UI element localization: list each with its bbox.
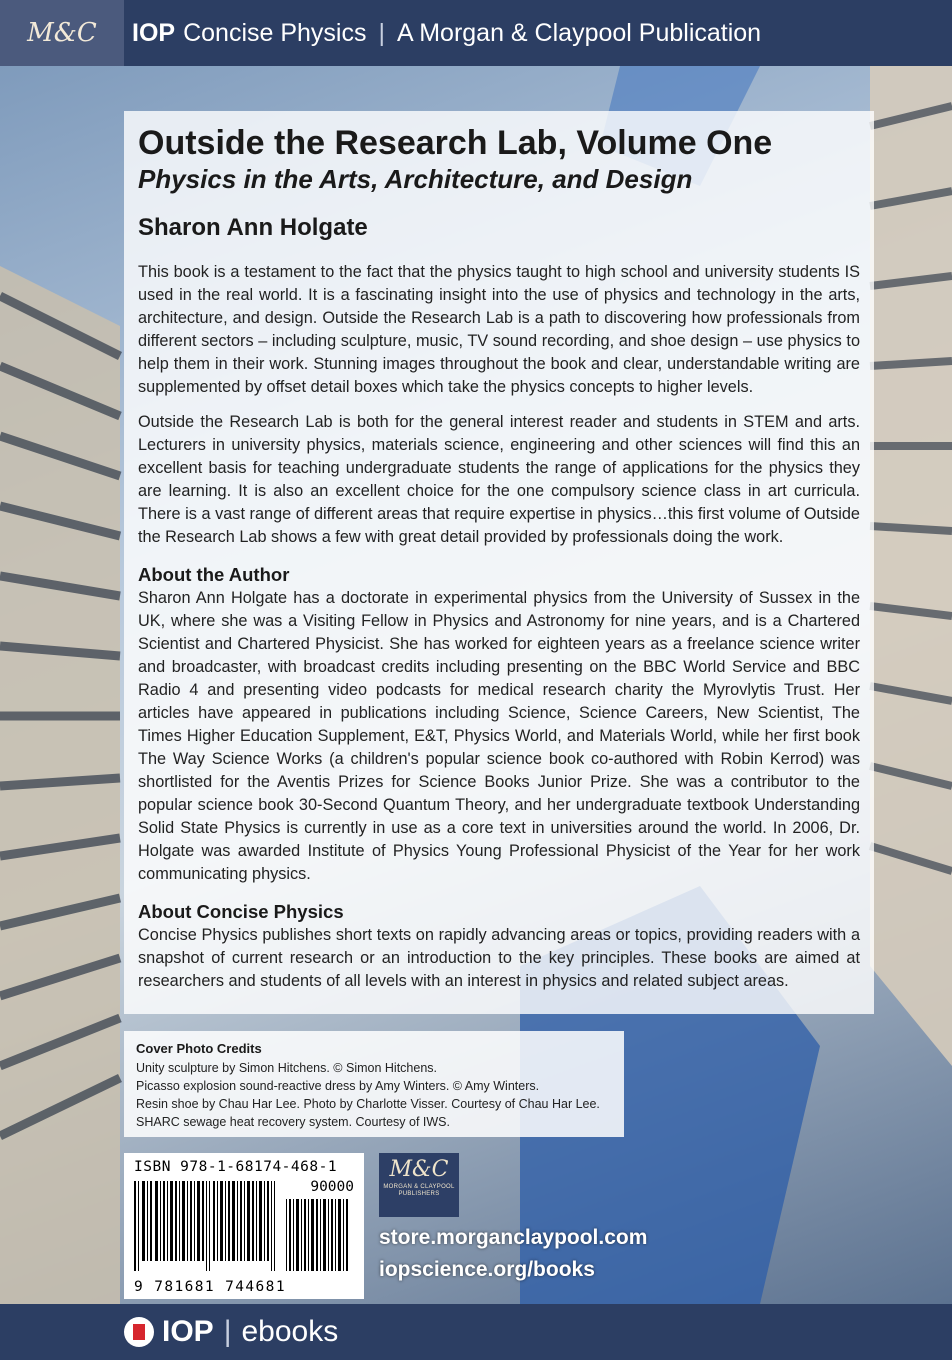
isbn-number: ISBN 978-1-68174-468-1 [134, 1159, 338, 1175]
about-author-text: Sharon Ann Holgate has a doctorate in experimental physics from the University of Sussex in the UK, where she was a Visiting Fellow in Physics and Astronomy for nine years, and is a Chartered Scientist and Chartered Physicist. She has worked for eighteen years as a freelance science writer and broadcaster, with broadcast credits including presenting on the BBC World Service and BBC Radio 4 and presenting video podcasts for medical research charity the Myrovlytis Trust. Her articles have appeared in publications including Science, Science Careers, New Scientist, The Times Higher Education Supplement, E&T, Physics World, and Materials World, while her first book The Way Science Works (a children's popular science book co-authored with Robin Kerrod) was shortlisted for the Aventis Prizes for Science Books Junior Prize. She was a contributor to the popular science book 30-Second Quantum Theory, and her undergraduate textbook Understanding Solid State Physics is currently in use as a core text in universities around the world. In 2006, Dr. Holgate was awarded Institute of Physics Young Professional Physicist of the Year for her work communicating physics. [138, 589, 860, 883]
description-paragraph-1: This book is a testament to the fact that the physics taught to high school and university students IS used in the real world. It is a fascinating insight into the use of physics and technology in the arts, architecture, and design. Outside the Research Lab is a path to discovering how professionals from different sectors – including sculpture, music, TV sound recording, and shoe design – use physics to help them in their work. Stunning images throughout the book and clear, understandable writing are supplemented by offset detail boxes which take the physics concepts to higher levels. [138, 263, 860, 396]
about-author-heading: About the Author [138, 564, 290, 585]
description-panel [124, 111, 874, 1014]
credit-line: SHARC sewage heat recovery system. Courtesy of IWS. [136, 1115, 450, 1129]
publisher-name: A Morgan & Claypool Publication [396, 18, 762, 47]
publisher-logo-subtext: MORGAN & CLAYPOOL PUBLISHERS [383, 1184, 455, 1197]
price-code: 90000 [310, 1179, 354, 1195]
series-brand: IOP [132, 18, 176, 47]
iop-book-icon [124, 1317, 154, 1347]
description-paragraph-2: Outside the Research Lab is both for the general interest reader and students in STEM and arts. Lecturers in university physics, materials science, engineering and other sciences will find this an excellent basis for teaching undergraduate students the range of applications for the physics they are learning. It is also an excellent choice for the one compulsory science class in art curricula. There is a vast range of different areas that require expertise in physics…this first volume of Outside the Research Lab shows a few with great detail provided by professionals doing the work. [138, 413, 860, 546]
store-url-link[interactable]: store.morganclaypool.com [379, 1226, 648, 1249]
publisher-logo [379, 1153, 459, 1217]
ean-number: 9 781681 744681 [134, 1279, 286, 1295]
cover-photo-credits [124, 1031, 624, 1137]
morgan-claypool-logo: M&C [0, 0, 124, 66]
header-divider: | [378, 18, 385, 47]
credit-line: Resin shoe by Chau Har Lee. Photo by Charlotte Visser. Courtesy of Chau Har Lee. [136, 1097, 600, 1111]
credit-line: Picasso explosion sound-reactive dress by Amy Winters. © Amy Winters. [136, 1079, 540, 1093]
footer-brand: IOP [162, 1315, 214, 1348]
credit-line: Unity sculpture by Simon Hitchens. © Simon Hitchens. [136, 1061, 437, 1075]
isbn-barcode [124, 1153, 364, 1299]
series-name: Concise Physics [183, 18, 367, 47]
header-bar [0, 0, 952, 66]
about-series-text: Concise Physics publishes short texts on rapidly advancing areas or topics, providing readers with a snapshot of current research or an introduction to the key principles. These books are aimed at researchers and students of all levels with an interest in physics and related subject areas. [138, 926, 860, 990]
series-banner [132, 0, 761, 66]
about-series-heading: About Concise Physics [138, 901, 344, 922]
footer-product: ebooks [241, 1315, 339, 1348]
book-title: Outside the Research Lab, Volume One [138, 124, 773, 162]
iop-ebooks-logo [124, 1312, 338, 1352]
publisher-logo-mark: M&C [389, 1157, 449, 1182]
credits-title: Cover Photo Credits [136, 1041, 262, 1056]
footer-divider: | [223, 1315, 232, 1348]
book-subtitle: Physics in the Arts, Architecture, and Design [138, 164, 693, 194]
book-author: Sharon Ann Holgate [138, 214, 368, 241]
iopscience-url-link[interactable]: iopscience.org/books [379, 1258, 595, 1281]
footer-bar [0, 1304, 952, 1360]
